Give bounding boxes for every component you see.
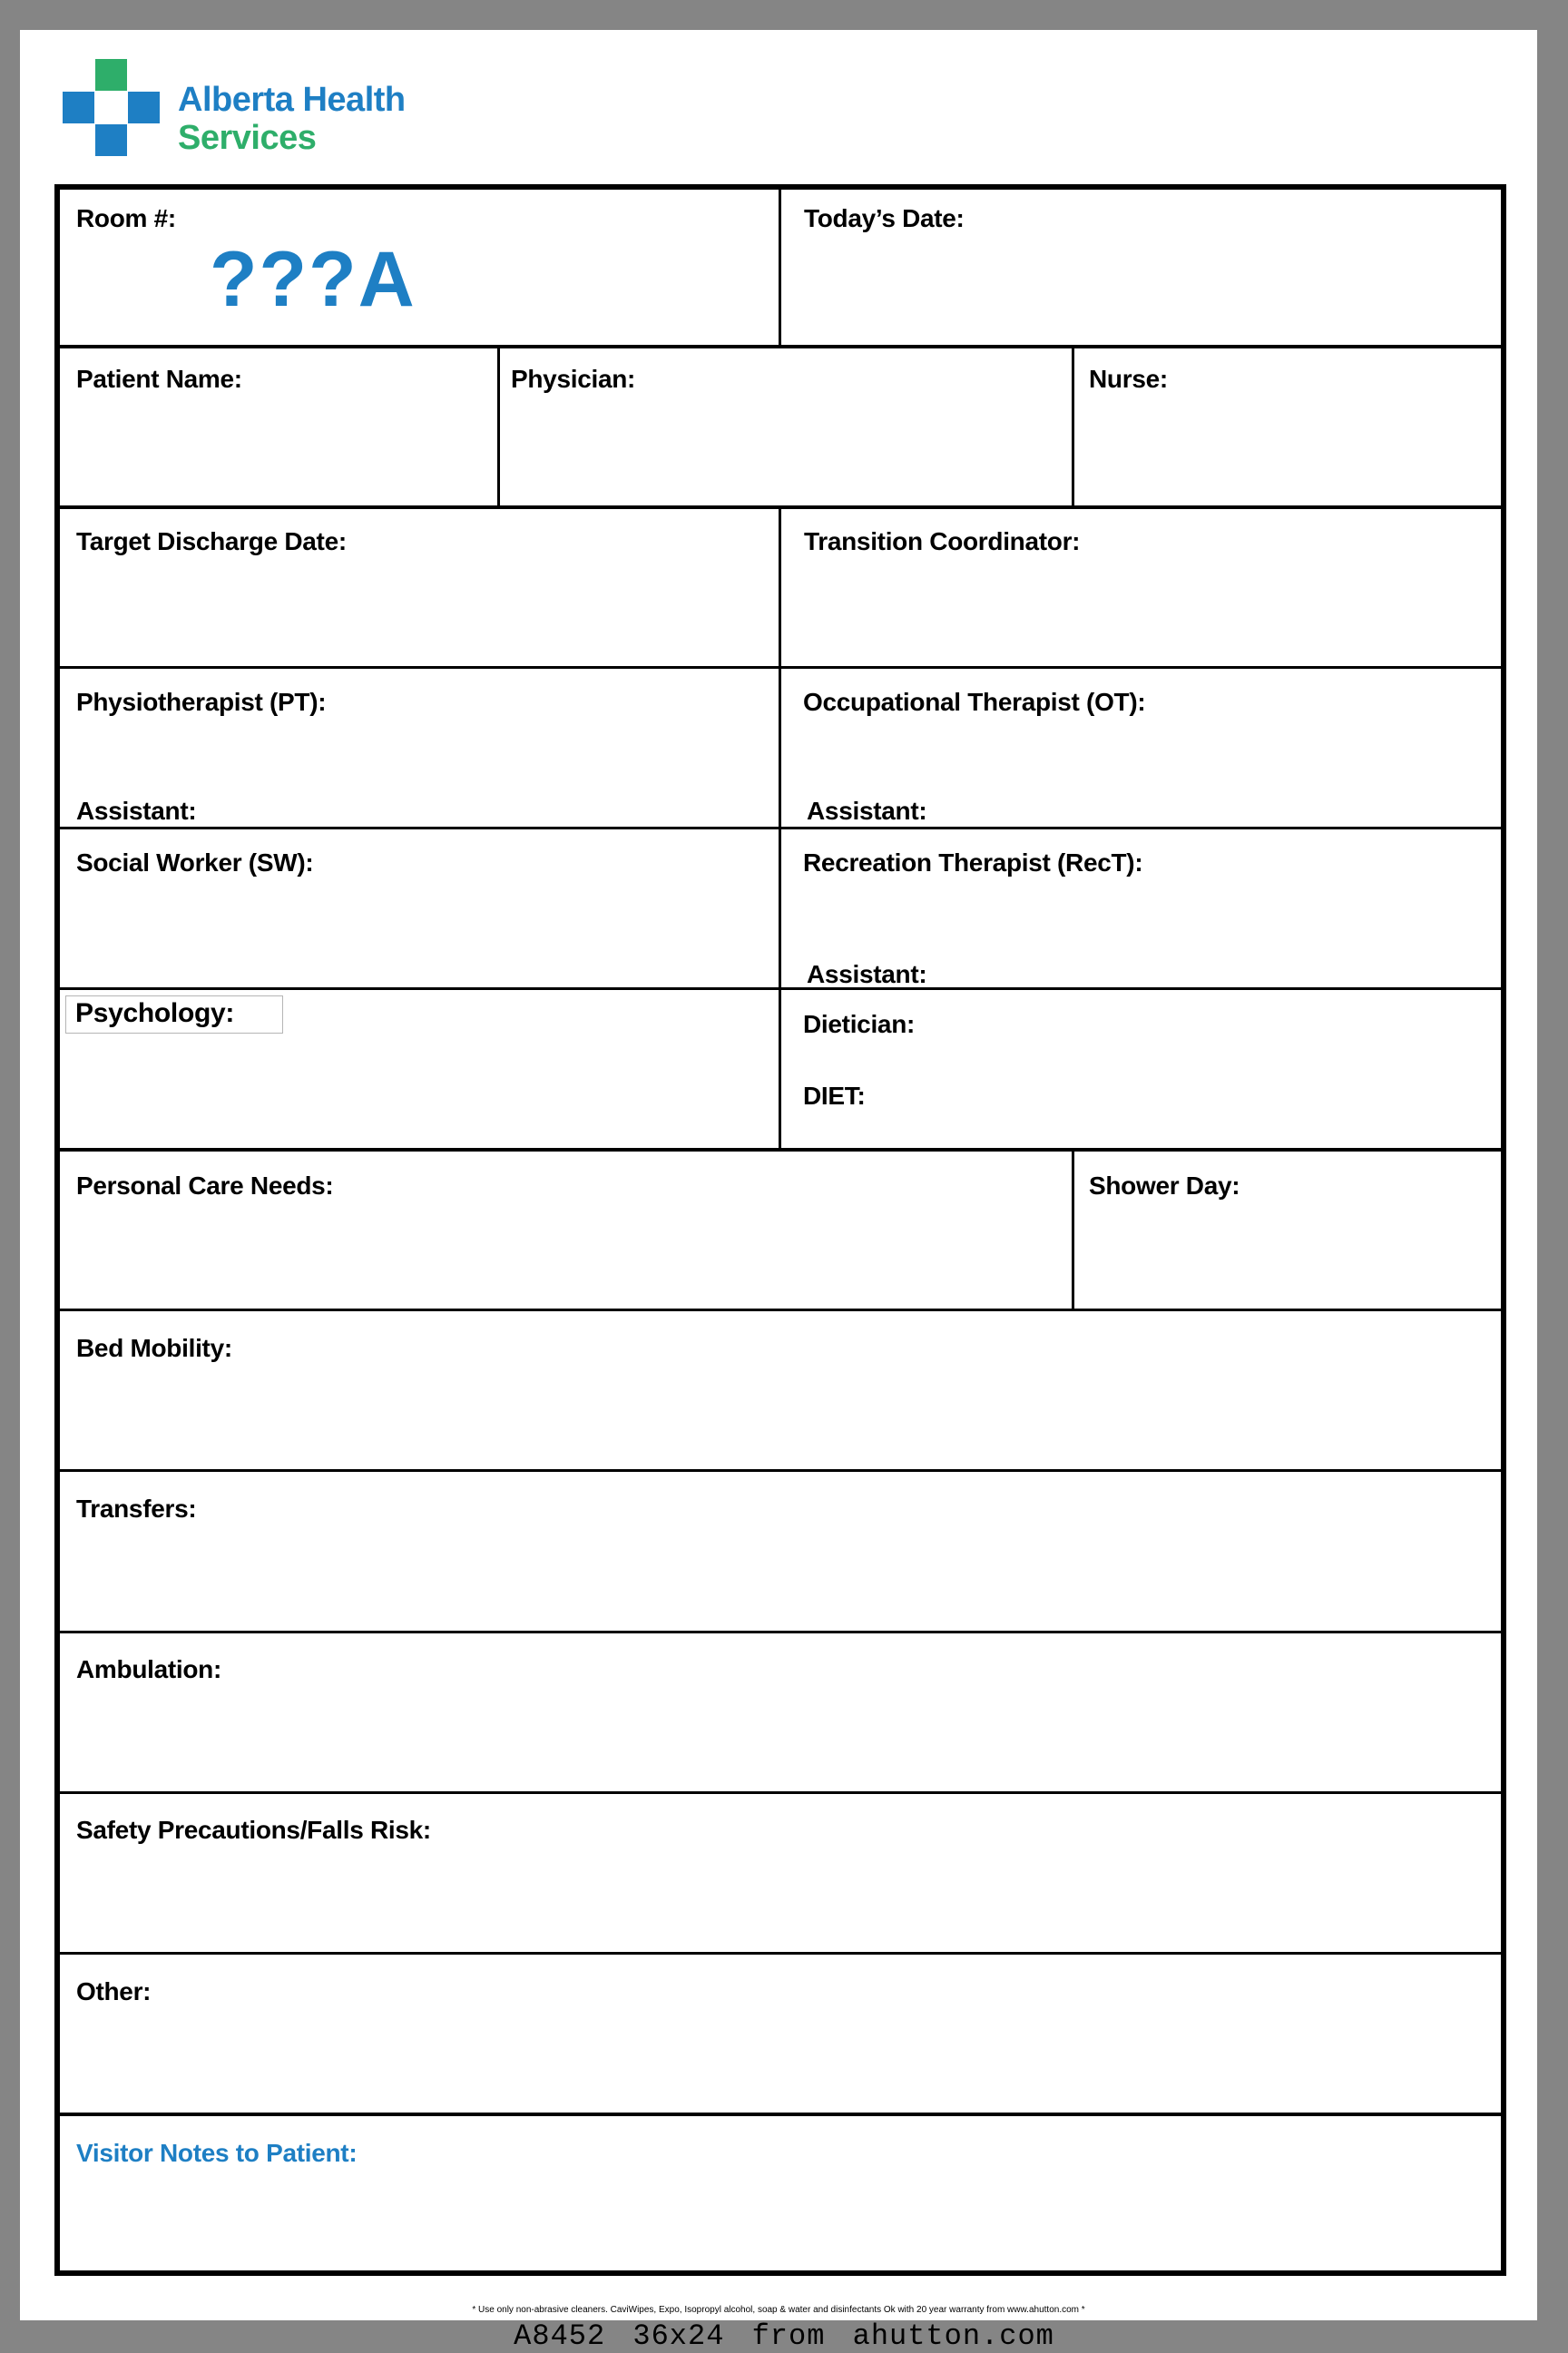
nurse-label: Nurse:: [1089, 365, 1168, 393]
todays-date-label: Today’s Date:: [804, 204, 965, 232]
transition-coordinator-label: Transition Coordinator:: [804, 527, 1081, 555]
bed-mobility-label: Bed Mobility:: [76, 1334, 232, 1362]
occupational-therapist-label: Occupational Therapist (OT):: [803, 688, 1146, 716]
other-label: Other:: [76, 1977, 152, 2005]
transfers-label: Transfers:: [76, 1495, 197, 1523]
ahs-logo: [63, 59, 444, 159]
patient-info-grid: [54, 184, 1506, 2276]
safety-precautions-label: Safety Precautions/Falls Risk:: [76, 1816, 431, 1844]
whiteboard-sheet: [20, 30, 1537, 2320]
row-divider: [60, 1791, 1501, 1794]
psychology-label-box: [65, 995, 283, 1034]
row-divider: [60, 1469, 1501, 1472]
row-divider: [60, 1631, 1501, 1633]
social-worker-label: Social Worker (SW):: [76, 848, 314, 877]
shower-day-label: Shower Day:: [1089, 1172, 1240, 1200]
col-divider: [1072, 346, 1074, 507]
recreation-therapist-label: Recreation Therapist (RecT):: [803, 848, 1143, 877]
aht-cross-icon: [63, 59, 160, 156]
pt-assistant-label: Assistant:: [76, 797, 197, 825]
room-value: ???A: [210, 236, 416, 323]
physiotherapist-label: Physiotherapist (PT):: [76, 688, 327, 716]
col-divider: [779, 190, 781, 346]
psychology-label: Psychology:: [75, 998, 235, 1028]
row-divider: [60, 1309, 1501, 1311]
col-divider: [497, 346, 500, 507]
patient-name-label: Patient Name:: [76, 365, 242, 393]
row-divider: [60, 1952, 1501, 1955]
target-discharge-label: Target Discharge Date:: [76, 527, 347, 555]
ambulation-label: Ambulation:: [76, 1655, 222, 1683]
room-label: Room #:: [76, 204, 176, 232]
care-instructions-note: * Use only non-abrasive cleaners. CaviWipes, Expo, Isopropyl alcohol, soap & water and disinfectants Ok with 20 year warranty from www.ahutton.com *: [472, 2305, 1085, 2315]
physician-label: Physician:: [511, 365, 636, 393]
dietician-label: Dietician:: [803, 1010, 916, 1038]
visitor-notes-label: Visitor Notes to Patient:: [76, 2139, 358, 2167]
col-divider: [779, 507, 781, 1149]
personal-care-label: Personal Care Needs:: [76, 1172, 334, 1200]
product-code: A8452 36x24 from ahutton.com: [514, 2319, 1054, 2353]
ot-assistant-label: Assistant:: [807, 797, 927, 825]
logo-text-line2: Services: [178, 119, 317, 157]
logo-text-line1: Alberta Health: [178, 81, 406, 119]
psychology-cell: [60, 990, 779, 1149]
row-divider: [60, 2113, 1501, 2116]
rect-assistant-label: Assistant:: [807, 960, 927, 988]
diet-label: DIET:: [803, 1082, 866, 1110]
col-divider: [1072, 1150, 1074, 1310]
